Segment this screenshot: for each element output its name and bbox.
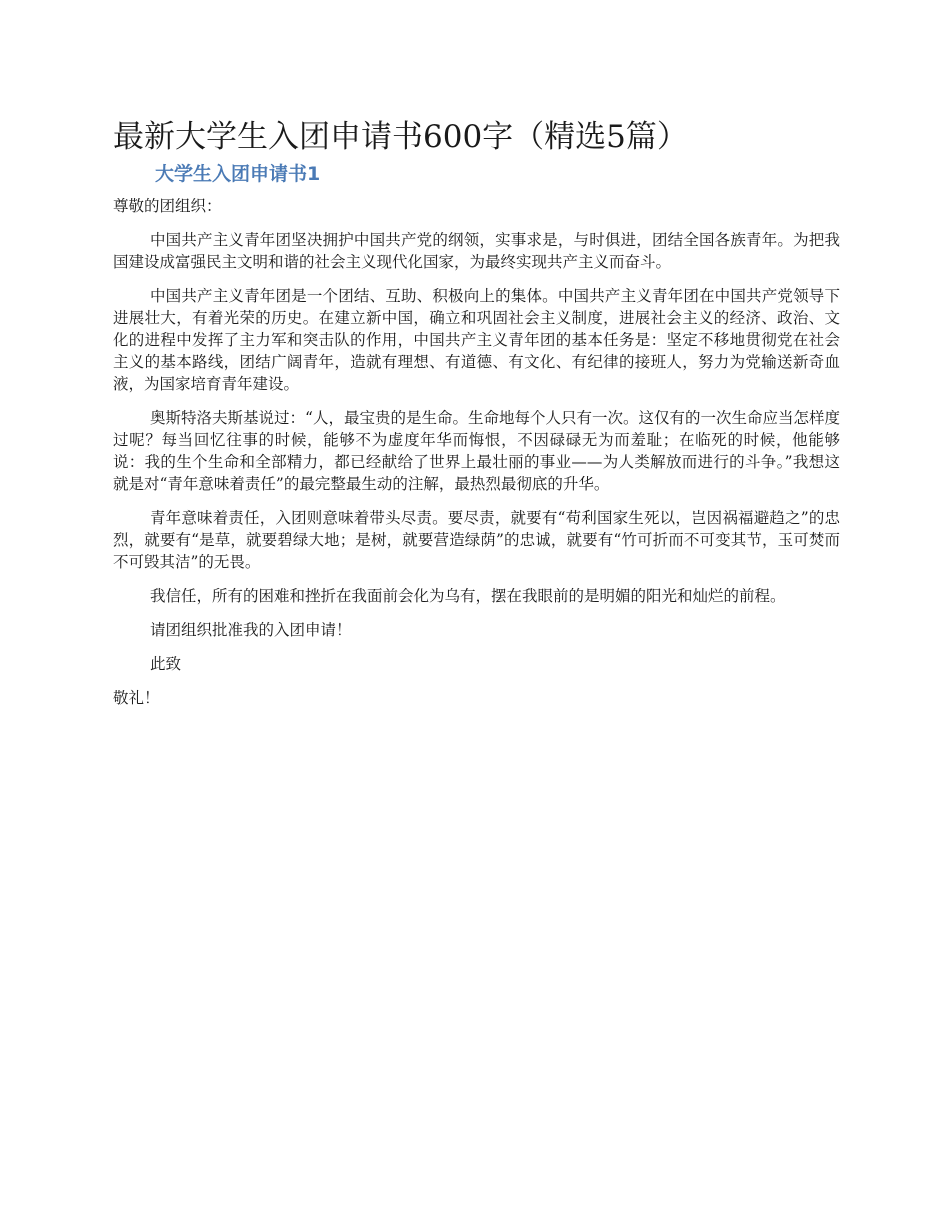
body-paragraph-2: 中国共产主义青年团是一个团结、互助、积极向上的集体。中国共产主义青年团在中国共产党领导下进展壮大，有着光荣的历史。在建立新中国，确立和巩固社会主义制度，进展社会主义的经济、政治、文化的进程中发挥了主力军和突击队的作用，中国共产主义青年团的基本任务是：坚定不移地贯彻党在社会主义的基本路线，团结广阔青年，造就有理想、有道德、有文化、有纪律的接班人，努力为党输送新奇血液，为国家培育青年建设。	[113, 287, 840, 393]
salutation: 尊敬的团组织：	[113, 197, 222, 215]
closing-line: 敬礼！	[113, 689, 160, 707]
body-paragraph-4: 青年意味着责任，入团则意味着带头尽责。要尽责，就要有“苟利国家生死以，岂因祸福避趋之”的忠烈，就要有“是草，就要碧绿大地；是树，就要营造绿荫”的忠诚，就要有“竹可折而不可变其节，玉可焚而不可毁其洁”的无畏。	[113, 509, 840, 571]
body-paragraph-3: 奥斯特洛夫斯基说过：“人，最宝贵的是生命。生命地每个人只有一次。这仅有的一次生命应当怎样度过呢？每当回忆往事的时候，能够不为虚度年华而悔恨，不因碌碌无为而羞耻；在临死的时候，他能够说：我的生个生命和全部精力，都已经献给了世界上最壮丽的事业——为人类解放而进行的斗争。”我想这就是对“青年意味着责任”的最完整最生动的注解，最热烈最彻底的升华。	[113, 409, 840, 493]
request-line: 请团组织批准我的入团申请！	[150, 621, 352, 639]
section-heading: 大学生入团申请书1	[155, 163, 321, 185]
body-paragraph-5: 我信任，所有的困难和挫折在我面前会化为乌有，摆在我眼前的是明媚的阳光和灿烂的前程。	[150, 587, 786, 605]
document-page	[113, 119, 840, 709]
body-paragraph-1: 中国共产主义青年团坚决拥护中国共产党的纲领，实事求是，与时俱进，团结全国各族青年。为把我国建设成富强民主文明和谐的社会主义现代化国家，为最终实现共产主义而奋斗。	[113, 231, 840, 271]
document-title: 最新大学生入团申请书600字（精选5篇）	[113, 119, 688, 155]
cizhi-line: 此致	[150, 655, 182, 673]
